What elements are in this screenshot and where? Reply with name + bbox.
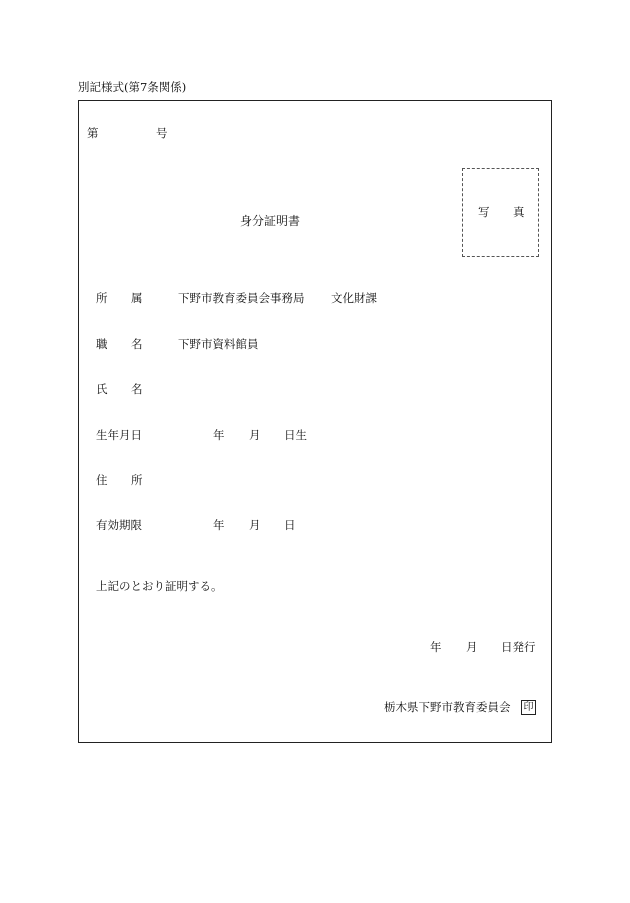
birth-date-label: 生年月日 <box>96 428 142 442</box>
name-label-char-1: 氏 <box>96 382 108 396</box>
validity-day: 日 <box>284 518 296 532</box>
issue-date-day: 日発行 <box>501 640 536 654</box>
birth-date-year: 年 <box>213 428 225 442</box>
form-reference-note: 別記様式(第7条関係) <box>78 80 187 94</box>
affiliation-section: 文化財課 <box>331 291 377 305</box>
birth-date-day: 日生 <box>284 428 307 442</box>
number-prefix: 第 <box>87 126 99 140</box>
validity-year: 年 <box>213 518 225 532</box>
photo-label-char-1: 写 <box>478 205 490 219</box>
affiliation-label-char-2: 属 <box>131 291 143 305</box>
number-suffix: 号 <box>156 126 168 140</box>
photo-placeholder <box>462 168 539 257</box>
issuer-name: 栃木県下野市教育委員会 <box>384 700 511 714</box>
seal-box: 印 <box>521 700 536 715</box>
photo-label-char-2: 真 <box>513 205 525 219</box>
job-title-label-char-2: 名 <box>131 337 143 351</box>
job-title-value: 下野市資料館員 <box>178 337 259 351</box>
name-label-char-2: 名 <box>131 382 143 396</box>
issue-date-year: 年 <box>430 640 442 654</box>
document-title: 身分証明書 <box>240 214 301 228</box>
certification-statement: 上記のとおり証明する。 <box>96 579 223 593</box>
validity-label: 有効期限 <box>96 518 142 532</box>
validity-month: 月 <box>249 518 261 532</box>
issue-date-month: 月 <box>466 640 478 654</box>
address-label-char-1: 住 <box>96 473 108 487</box>
affiliation-label-char-1: 所 <box>96 291 108 305</box>
birth-date-month: 月 <box>249 428 261 442</box>
address-label-char-2: 所 <box>131 473 143 487</box>
job-title-label-char-1: 職 <box>96 337 108 351</box>
affiliation-value: 下野市教育委員会事務局 <box>178 291 305 305</box>
